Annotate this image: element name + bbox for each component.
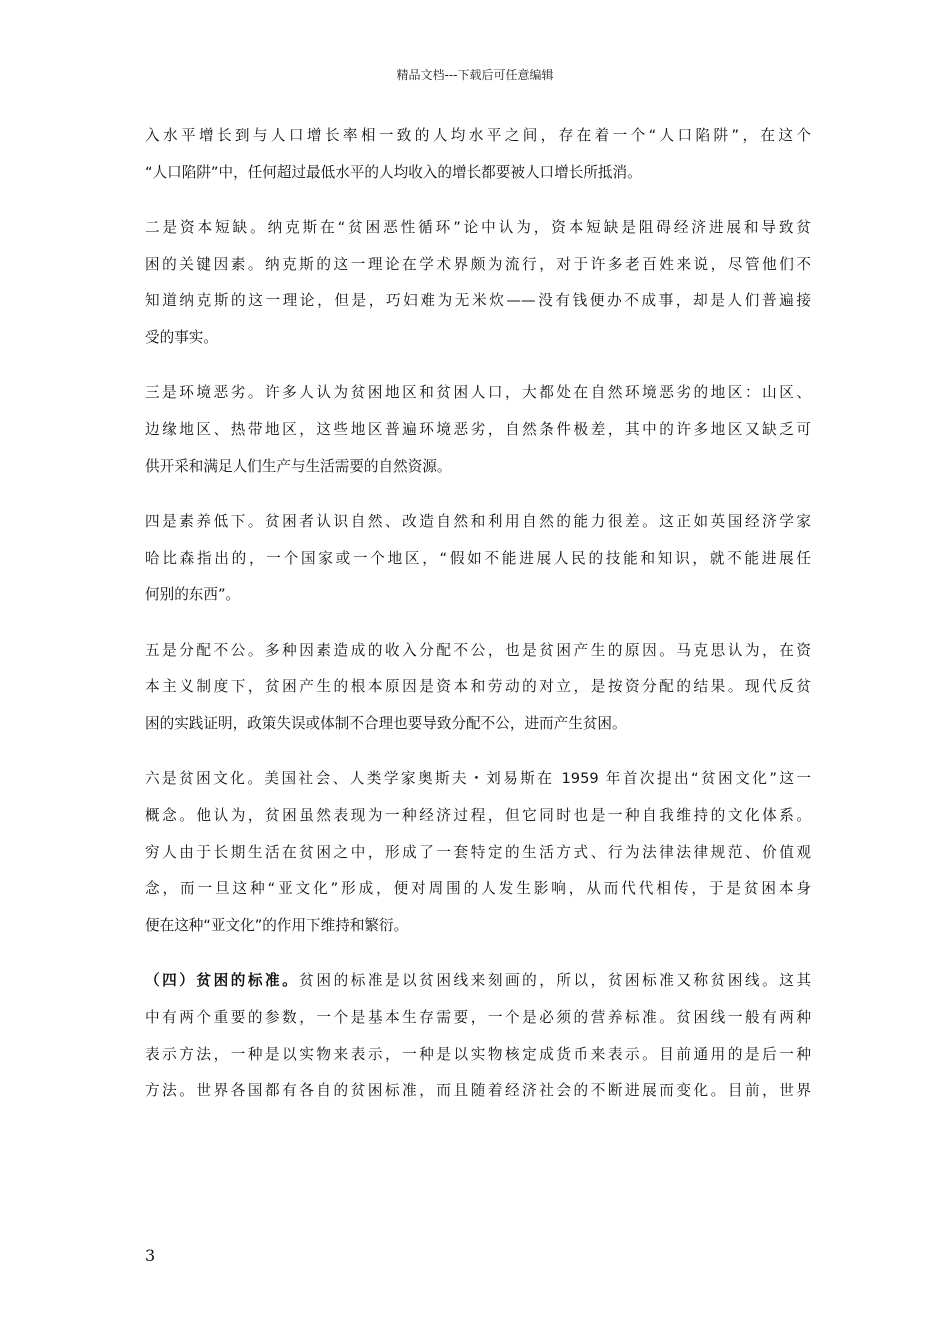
paragraph-line: 穷人由于长期生活在贫困之中，形成了一套特定的生活方式、行为法律法律规范、价值观 [145, 843, 811, 861]
paragraph-line: 困的关键因素。纳克斯的这一理论在学术界颇为流行，对于许多老百姓来说，尽管他们不 [145, 255, 811, 273]
paragraph-line: 边缘地区、热带地区，这些地区普遍环境恶劣，自然条件极差，其中的许多地区又缺乏可 [145, 421, 811, 438]
paragraph-line: 哈比森指出的，一个国家或一个地区，“假如不能进展人民的技能和知识，就不能进展任 [145, 549, 811, 567]
paragraph-line-text: 贫困的标准是以贫困线来刻画的，所以，贫困标准又称贫困线。这其 [299, 972, 811, 990]
paragraph-poor-environment [145, 375, 811, 485]
paragraph-unfair-distribution [145, 633, 811, 743]
paragraph-line: 五是分配不公。多种因素造成的收入分配不公，也是贫困产生的原因。马克思认为，在资 [145, 641, 811, 659]
paragraph-line: 六是贫困文化。美国社会、人类学家奥斯夫・刘易斯在 1959 年首次提出“贫困文化”这一 [145, 770, 811, 788]
paragraph-poverty-culture [145, 761, 811, 944]
page-number: 3 [145, 1246, 156, 1265]
paragraph-poverty-standard [145, 963, 811, 1110]
paragraph-line: 四是素养低下。贫困者认识自然、改造自然和利用自然的能力很差。这正如英国经济学家 [145, 512, 811, 530]
paragraph-line: 表示方法，一种是以实物来表示，一种是以实物核定成货币来表示。目前通用的是后一种 [145, 1045, 811, 1063]
paragraph-line: 知道纳克斯的这一理论，但是，巧妇难为无米炊——没有钱便办不成事，却是人们普遍接 [145, 292, 811, 310]
section-heading: （四）贫困的标准。 [145, 972, 300, 990]
paragraph-capital-shortage [145, 210, 811, 357]
paragraph-line: 方法。世界各国都有各自的贫困标准，而且随着经济社会的不断进展而变化。目前，世界 [145, 1082, 811, 1100]
paragraph-line: 供开采和满足人们生产与生活需要的自然资源。 [145, 457, 452, 475]
paragraph-line: 困的实践证明，政策失误或体制不合理也要导致分配不公，进而产生贫困。 [145, 715, 627, 732]
page-header: 精品文档---下载后可任意编辑 [396, 68, 554, 82]
paragraph-line: 本主义制度下，贫困产生的根本原因是资本和劳动的对立，是按资分配的结果。现代反贫 [145, 678, 811, 696]
paragraph-line: 何别的东西”。 [145, 586, 241, 604]
paragraph-line: 便在这种“亚文化”的作用下维持和繁衍。 [145, 917, 409, 935]
paragraph-line: 念，而一旦这种“亚文化”形成，便对周围的人发生影响，从而代代相传，于是贫困本身 [145, 880, 811, 898]
paragraph-line [145, 963, 811, 1000]
paragraph-population-trap [145, 118, 811, 191]
paragraph-line: 受的事实。 [145, 329, 218, 347]
document-body [145, 118, 811, 1129]
paragraph-line: “人口陷阱”中，任何超过最低水平的人均收入的增长都要被人口增长所抵消。 [145, 163, 642, 181]
paragraph-line: 三是环境恶劣。许多人认为贫困地区和贫困人口，大都处在自然环境恶劣的地区：山区、 [145, 384, 811, 402]
paragraph-line: 概念。他认为，贫困虽然表现为一种经济过程，但它同时也是一种自我维持的文化体系。 [145, 806, 811, 824]
paragraph-low-quality [145, 504, 811, 614]
paragraph-line: 中有两个重要的参数，一个是基本生存需要，一个是必须的营养标准。贫困线一般有两种 [145, 1009, 811, 1026]
paragraph-line: 二是资本短缺。纳克斯在“贫困恶性循环”论中认为，资本短缺是阻碍经济进展和导致贫 [145, 218, 811, 236]
paragraph-line: 入水平增长到与人口增长率相一致的人均水平之间，存在着一个“人口陷阱”，在这个 [145, 127, 811, 144]
